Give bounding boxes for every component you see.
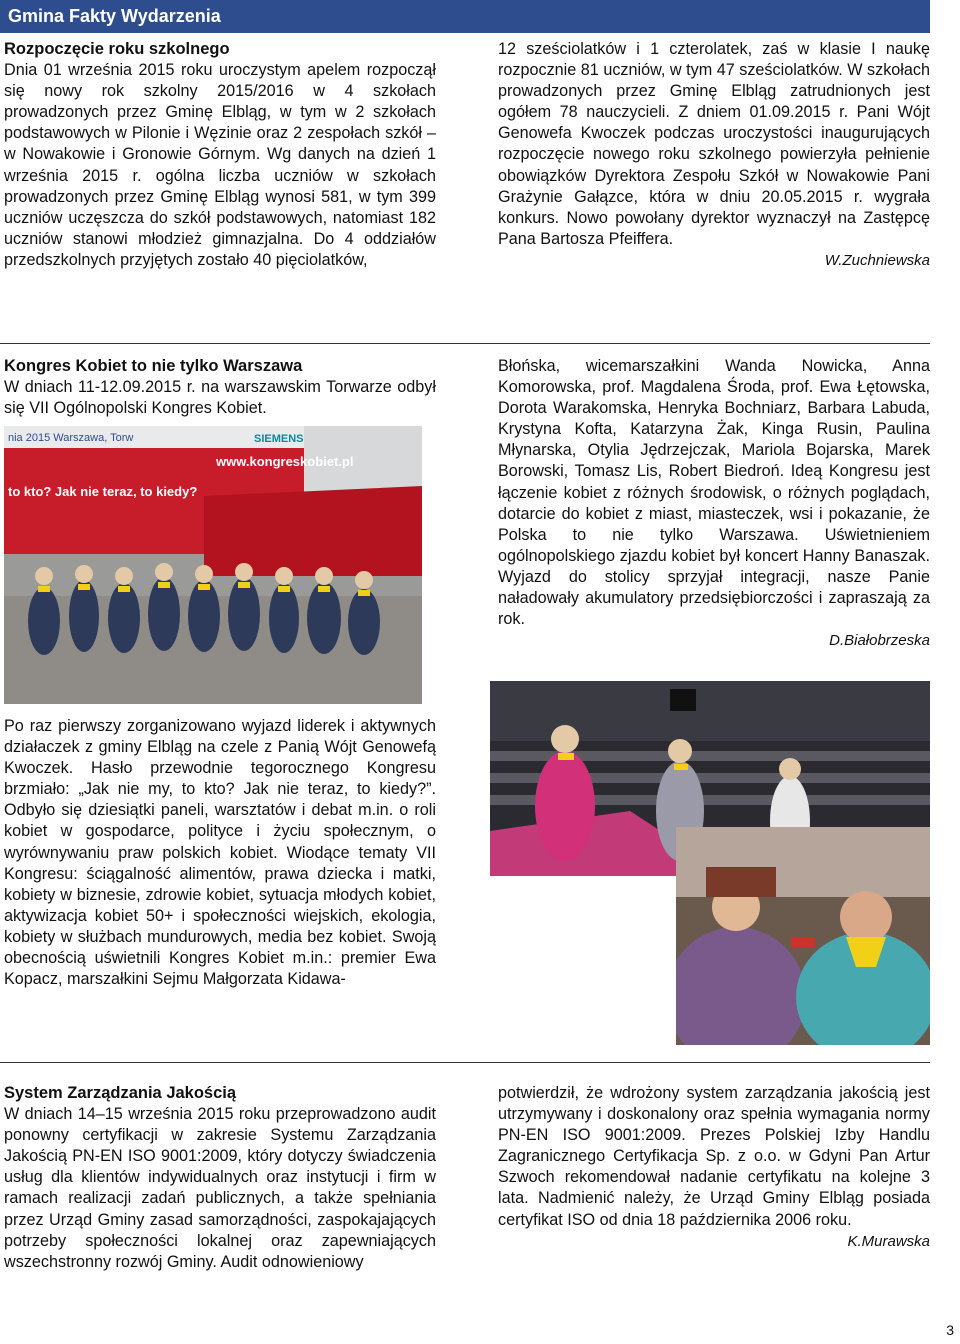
sponsor-text: SIEMENS	[254, 433, 304, 445]
article2-text-right: Błońska, wicemarszałkini Wanda Nowicka, Anna Komorowska, prof. Magdalena Środa, prof. Ewa Łętowska, Dorota Warakomska, Henryka Bochniarz, Barbara Labuda, Krystyna Kofta, Katarzyna Żak, Kinga Rusin, Paulina Młynarska, Otylia Jędrzejczak, Mariola Bojarska, Marek Borowski, Tomasz Lis, Robert Biedroń. Ideą Kongresu jest łączenie kobiet z różnych środowisk, o różnych poglądach, dotarcie do kobiet z miast, miasteczek, wsi i pokazanie, że Polska to nie tylko Warszawa. Uświetnieniem ogólnopolskiego zjazdu kobiet był koncert Hanny Banaszak. Wyjazd do stolicy sprzyjał integracji, nasze Panie naładowały akumulatory przedsiębiorczości i zapraszają za rok.	[498, 357, 930, 629]
banner-slogan-text: to kto? Jak nie teraz, to kiedy?	[8, 484, 198, 499]
article2-intro: W dniach 11-12.09.2015 r. na warszawskim Torwarze odbył się VII Ogólnopolski Kongres Kobiet.	[4, 378, 436, 418]
article3-text-left: W dniach 14–15 września 2015 roku przeprowadzono audit ponowny certyfikacji w zakresie Systemu Zarządzania Jakością PN-EN ISO 9001:2009, który dotyczy świadczenia usług dla klientów indywidualnych oraz instytucji i firm w ramach realizacji zadań publicznych, a także spełniania przez Urząd Gminy zasad samorządności, zaspokajających potrzeby społeczności lokalnej oraz zapewniających wszechstronny rozwój Gminy. Audit odnowieniowy	[4, 1105, 436, 1271]
article1-right-column	[498, 39, 930, 271]
article1-text-left: Dnia 01 września 2015 roku uroczystym apelem rozpoczął się nowy rok szkolny 2015/2016 w 4 szkołach prowadzonych przez Gminę Elbląg, w tym w 2 szkołach podstawowych w Pilonie i Węzinie oraz 2 zespołach szkół – w Nowakowie i Gronowie Górnym. Wg danych na dzień 1 września 2015 r. ogólna liczba uczniów w szkołach prowadzonych przez Gminę Elbląg wynosi 581, w tym 399 uczniów uczęszcza do szkół podstawowych, natomiast 182 uczniów stanowi młodzież gimnazjalna. Do 4 oddziałów przedszkolnych przyjętych zostało 40 pięciolatków,	[4, 61, 436, 269]
article1-left-column	[4, 39, 436, 271]
interview-photo	[676, 827, 930, 1045]
article3-right-column	[498, 1083, 930, 1252]
article1-text-right: 12 sześciolatków i 1 czterolatek, zaś w klasie I naukę rozpocznie 81 uczniów, w tym 47 sześciolatków. W szkołach prowadzonych przez Gminę Elbląg zatrudnionych jest ogółem 78 nauczycieli. Z dniem 01.09.2015 r. Pani Wójt Genowefa Kwoczek podczas uroczystości inaugurujących rozpoczęcie nowego roku szkolnego powierzyła pełnienie obowiązków Dyrektora Zespołu Szkół w Nowakowie Pani Grażynie Gałązce, która w dniu 20.05.2015 r. wygrała konkurs. Nowo powołany dyrektor wyznaczył na Zastępcę Pana Bartosza Pfeiffera.	[498, 40, 930, 248]
article2-intro-column	[4, 356, 436, 419]
article2-left-column	[4, 716, 436, 990]
banner-site-text: www.kongreskobiet.pl	[216, 454, 354, 469]
article3-left-column	[4, 1083, 436, 1273]
section-header	[0, 0, 930, 33]
article1-heading: Rozpoczęcie roku szkolnego	[4, 40, 230, 58]
article2-right-column	[498, 356, 930, 651]
banner-top-text: nia 2015 Warszawa, Torw	[8, 432, 134, 444]
congress-group-photo	[4, 426, 422, 704]
article2-heading: Kongres Kobiet to nie tylko Warszawa	[4, 357, 303, 375]
article3-signature: K.Murawska	[847, 1232, 930, 1250]
page-number: 3	[946, 1322, 954, 1338]
divider	[0, 343, 930, 344]
article3-text-right: potwierdził, że wdrożony system zarządzania jakością jest utrzymywany i doskonalony oraz spełnia wymagania normy PN-EN ISO 9001:2009. Prezes Polskiej Izby Handlu Zagranicznego Certyfikacja Sp. z o.o. w Gdyni Pan Artur Szwoch rekomendował nadanie certyfikatu na kolejne 3 lata. Nadmienić należy, że Urząd Gminy Elbląg posiada certyfikat ISO od dnia 18 października 2006 roku.	[498, 1084, 930, 1229]
article1-signature: W.Zuchniewska	[824, 251, 930, 269]
article2-text-left: Po raz pierwszy zorganizowano wyjazd liderek i aktywnych działaczek z gminy Elbląg na czele z Panią Wójt Genowefą Kwoczek. Hasło przewodnie tegorocznego Kongresu brzmiało: „Jak nie my, to kto? Jak nie teraz, to kiedy?”. Odbyło się dziesiątki paneli, warsztatów i debat m.in. o roli kobiet w gospodarce, polityce i życiu społecznym, o wyrównywaniu praw polskich kobiet. Wiodące tematy VII Kongresu: ściągalność alimentów, prawa dziecka i matki, kobiety w biznesie, zdrowie kobiet, sytuacja młodych kobiet, aktywizacja kobiet 50+ i społeczności wiejskich, ekologia, kobiety w służbach mundurowych, media bez kobiet. Swoją obecnością uświetnili Kongres Kobiet m.in.: premier Ewa Kopacz, marszałkini Sejmu Małgorzata Kidawa-	[4, 717, 436, 989]
section-title: Gmina Fakty Wydarzenia	[8, 6, 221, 26]
divider	[0, 1062, 930, 1063]
article3-heading: System Zarządzania Jakością	[4, 1084, 237, 1102]
article2-signature: D.Białobrzeska	[829, 632, 930, 650]
